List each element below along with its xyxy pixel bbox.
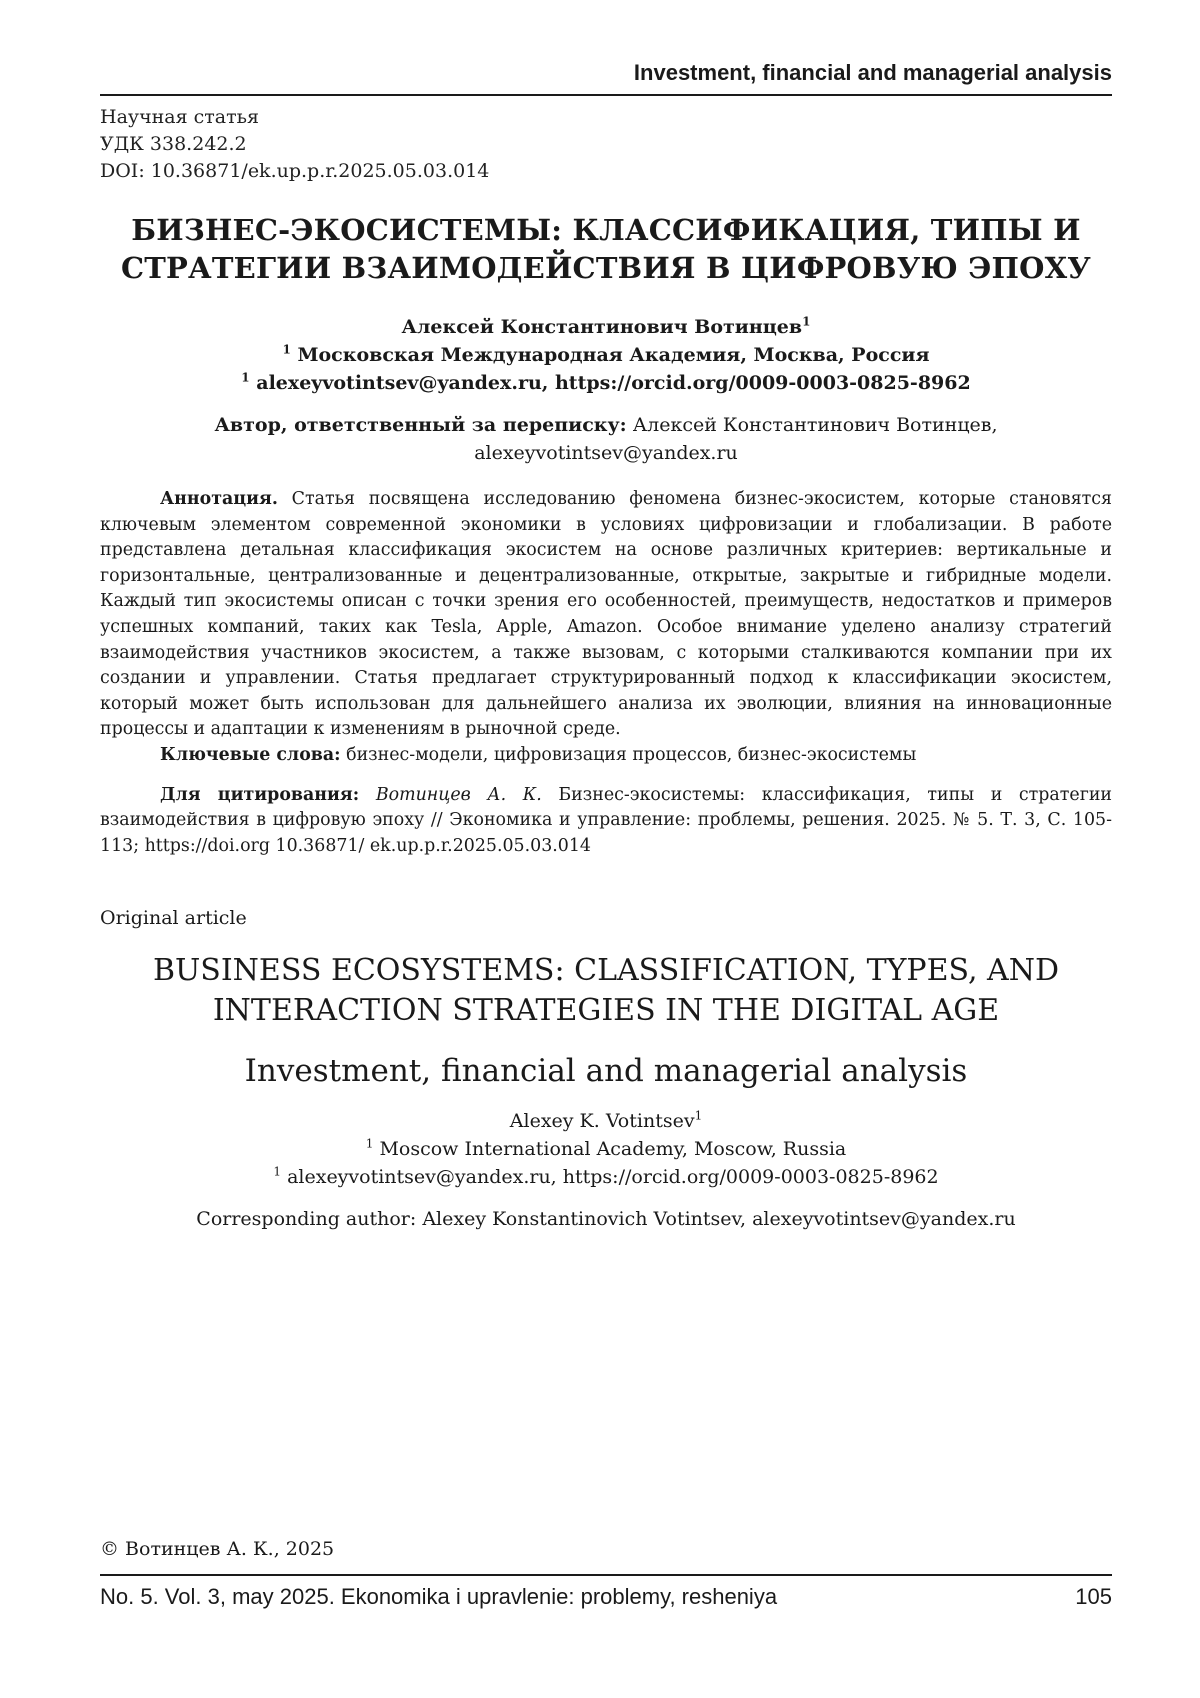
doi[interactable]: DOI: 10.36871/ek.up.p.r.2025.05.03.014 xyxy=(100,158,1112,185)
en-affiliation-sup: 1 xyxy=(366,1137,374,1151)
ru-author-block xyxy=(100,313,1112,397)
udc-code: УДК 338.242.2 xyxy=(100,131,1112,158)
en-author-name: Alexey K. Votintsev xyxy=(510,1110,695,1132)
en-rubric: Investment, financial and managerial analysis xyxy=(100,1051,1112,1091)
ru-title-line-1: БИЗНЕС-ЭКОСИСТЕМЫ: КЛАССИФИКАЦИЯ, ТИПЫ И xyxy=(100,211,1112,249)
ru-citation-author: Вотинцев А. К. xyxy=(376,785,542,805)
ru-title-line-2: СТРАТЕГИИ ВЗАИМОДЕЙСТВИЯ В ЦИФРОВУЮ ЭПОХУ xyxy=(100,249,1112,287)
ru-contacts[interactable]: alexeyvotintsev@yandex.ru, https://orcid.org/0009-0003-0825-8962 xyxy=(256,372,970,394)
ru-corr-email[interactable]: alexeyvotintsev@yandex.ru xyxy=(100,439,1112,467)
en-author-block xyxy=(100,1107,1112,1191)
en-author-line xyxy=(100,1107,1112,1135)
ru-abstract-label: Аннотация. xyxy=(160,489,278,509)
running-head: Investment, financial and managerial analysis xyxy=(100,60,1112,96)
en-author-sup: 1 xyxy=(695,1109,703,1123)
ru-corresponding-author xyxy=(100,411,1112,467)
en-title-line-2: INTERACTION STRATEGIES IN THE DIGITAL AGE xyxy=(100,991,1112,1031)
en-affiliation: Moscow International Academy, Moscow, Russia xyxy=(379,1138,846,1160)
en-corresponding-author: Corresponding author: Alexey Konstantinovich Votintsev, alexeyvotintsev@yandex.ru xyxy=(100,1205,1112,1233)
ru-citation xyxy=(100,783,1112,860)
article-page xyxy=(100,60,1112,1233)
en-article-type: Original article xyxy=(100,905,1112,931)
ru-affiliation-sup: 1 xyxy=(282,343,290,357)
article-meta xyxy=(100,104,1112,185)
ru-corr-line xyxy=(100,411,1112,439)
ru-author-line xyxy=(100,313,1112,341)
ru-contacts-sup: 1 xyxy=(241,371,249,385)
en-article-title xyxy=(100,951,1112,1031)
ru-citation-text: Бизнес-экосистемы: классификация, типы и стратегии взаимодействия в цифровую эпоху // Экономика и управление: проблемы, решения. 2025. № 5. Т. 3, С. 105-113; https://doi.org 10.36871/ ek.up.p.r.2025.05.03.014 xyxy=(100,785,1112,856)
article-type: Научная статья xyxy=(100,104,1112,131)
en-affiliation-line xyxy=(100,1135,1112,1163)
ru-corr-name: Алексей Константинович Вотинцев, xyxy=(633,414,998,436)
ru-abstract xyxy=(100,487,1112,743)
ru-keywords-label: Ключевые слова: xyxy=(160,745,341,765)
en-contacts-sup: 1 xyxy=(273,1165,281,1179)
en-contacts[interactable]: alexeyvotintsev@yandex.ru, https://orcid.org/0009-0003-0825-8962 xyxy=(287,1166,939,1188)
ru-keywords xyxy=(100,743,1112,769)
ru-author-name: Алексей Константинович Вотинцев xyxy=(402,316,803,338)
ru-author-sup: 1 xyxy=(802,315,810,329)
ru-corr-label: Автор, ответственный за переписку: xyxy=(214,414,626,436)
page-number: 105 xyxy=(1075,1584,1112,1610)
footer-journal: No. 5. Vol. 3, may 2025. Ekonomika i upravlenie: problemy, resheniya xyxy=(100,1584,777,1610)
ru-article-title xyxy=(100,211,1112,287)
ru-keywords-text: бизнес-модели, цифровизация процессов, бизнес-экосистемы xyxy=(346,745,916,765)
ru-abstract-text: Статья посвящена исследованию феномена бизнес-экосистем, которые становятся ключевым элементом современной экономики в условиях цифровизации и глобализации. В работе представлена детальная классификация экосистем на основе различных критериев: вертикальные и горизонтальные, централизованные и децентрализованные, открытые, закрытые и гибридные модели. Каждый тип экосистемы описан с точки зрения его особенностей, преимуществ, недостатков и примеров успешных компаний, таких как Tesla, Apple, Amazon. Особое внимание уделено анализу стратегий взаимодействия участников экосистем, а также вызовам, с которыми сталкиваются компании при их создании и управлении. Статья предлагает структурированный подход к классификации экосистем, который может быть использован для дальнейшего анализа их эволюции, влияния на инновационные процессы и адаптации к изменениям в рыночной среде. xyxy=(100,489,1112,739)
page-footer xyxy=(100,1574,1112,1610)
copyright-notice: © Вотинцев А. К., 2025 xyxy=(100,1536,334,1562)
en-title-line-1: BUSINESS ECOSYSTEMS: CLASSIFICATION, TYPES, AND xyxy=(100,951,1112,991)
ru-affiliation: Московская Международная Академия, Москва, Россия xyxy=(297,344,929,366)
ru-citation-label: Для цитирования: xyxy=(160,785,359,805)
ru-contacts-line xyxy=(100,369,1112,397)
ru-affiliation-line xyxy=(100,341,1112,369)
en-contacts-line xyxy=(100,1163,1112,1191)
